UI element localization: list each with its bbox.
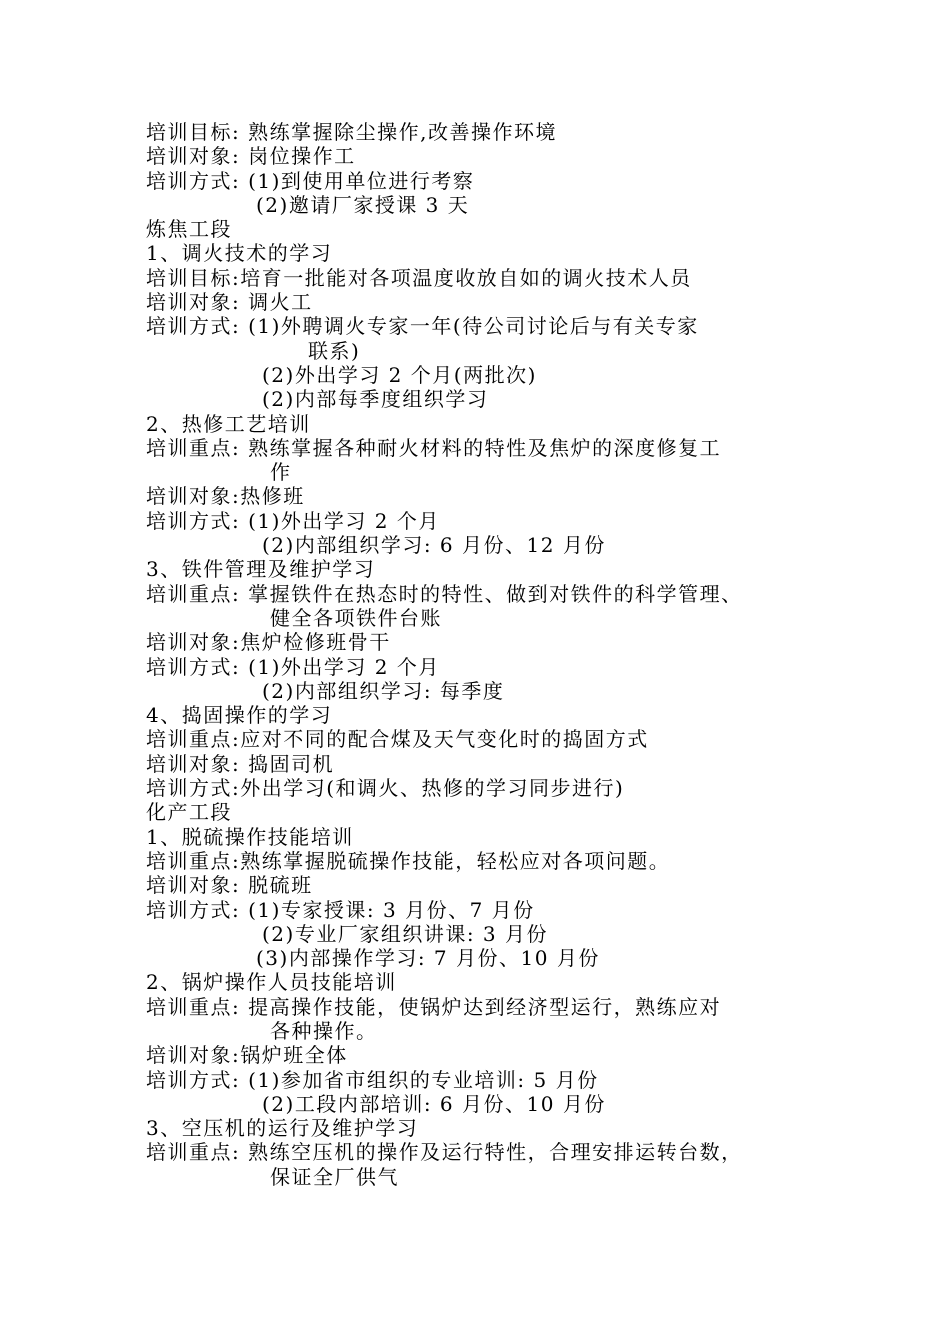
text-line: 各种操作。 — [270, 1018, 378, 1043]
text-line: 培训对象:锅炉班全体 — [146, 1043, 348, 1068]
subsection-heading: 2、锅炉操作人员技能培训 — [146, 970, 397, 995]
text-line: (3)内部操作学习: 7 月份、10 月份 — [256, 946, 600, 971]
subsection-heading: 3、空压机的运行及维护学习 — [146, 1116, 419, 1141]
text-line: 培训重点: 提高操作技能，使锅炉达到经济型运行，熟练应对 — [146, 994, 722, 1019]
text-line: 培训对象: 捣固司机 — [146, 751, 335, 776]
text-line: 培训重点: 熟练掌握各种耐火材料的特性及焦炉的深度修复工 — [146, 435, 722, 460]
text-line: 作 — [270, 460, 292, 485]
section-heading: 化产工段 — [146, 800, 232, 825]
text-line: 培训目标:培育一批能对各项温度收放自如的调火技术人员 — [146, 265, 692, 290]
text-line: (2)外出学习 2 个月(两批次) — [262, 362, 537, 387]
text-line: 培训方式: (1)外聘调火专家一年(待公司讨论后与有关专家 — [146, 314, 699, 339]
text-line: 培训方式:外出学习(和调火、热修的学习同步进行) — [146, 776, 625, 801]
text-line: (2)邀请厂家授课 3 天 — [256, 192, 470, 217]
text-line: 培训方式: (1)外出学习 2 个月 — [146, 654, 440, 679]
text-line: 培训方式: (1)专家授课: 3 月份、7 月份 — [146, 897, 535, 922]
text-line: 培训重点:应对不同的配合煤及天气变化时的捣固方式 — [146, 727, 649, 752]
subsection-heading: 1、脱硫操作技能培训 — [146, 824, 354, 849]
text-line: 培训方式: (1)参加省市组织的专业培训: 5 月份 — [146, 1067, 599, 1092]
text-line: 健全各项铁件台账 — [270, 605, 442, 630]
text-line: (2)内部每季度组织学习 — [262, 387, 489, 412]
document-body — [146, 120, 846, 1189]
text-line: 培训方式: (1)到使用单位进行考察 — [146, 168, 475, 193]
text-line: 培训对象:焦炉检修班骨干 — [146, 630, 391, 655]
text-line: 培训方式: (1)外出学习 2 个月 — [146, 508, 440, 533]
subsection-heading: 3、铁件管理及维护学习 — [146, 557, 376, 582]
text-line: 培训对象: 调火工 — [146, 290, 313, 315]
text-line: 保证全厂供气 — [270, 1164, 399, 1189]
subsection-heading: 2、热修工艺培训 — [146, 411, 311, 436]
text-line: 培训重点: 熟练空压机的操作及运行特性，合理安排运转台数， — [146, 1140, 743, 1165]
text-line: 培训对象:热修班 — [146, 484, 305, 509]
text-line: (2)内部组织学习: 6 月份、12 月份 — [262, 533, 606, 558]
section-heading: 炼焦工段 — [146, 217, 232, 242]
subsection-heading: 1、调火技术的学习 — [146, 241, 333, 266]
text-line: 培训重点:熟练掌握脱硫操作技能，轻松应对各项问题。 — [146, 848, 671, 873]
text-line: (2)工段内部培训: 6 月份、10 月份 — [262, 1091, 606, 1116]
text-line: (2)专业厂家组织讲课: 3 月份 — [262, 921, 549, 946]
text-line: 培训目标: 熟练掌握除尘操作,改善操作环境 — [146, 120, 557, 144]
text-line: 培训对象: 岗位操作工 — [146, 144, 356, 169]
text-line: (2)内部组织学习: 每季度 — [262, 678, 505, 703]
text-line: 培训对象: 脱硫班 — [146, 873, 313, 898]
text-line: 联系) — [308, 338, 361, 363]
text-line: 培训重点: 掌握铁件在热态时的特性、做到对铁件的科学管理、 — [146, 581, 743, 606]
subsection-heading: 4、捣固操作的学习 — [146, 703, 333, 728]
